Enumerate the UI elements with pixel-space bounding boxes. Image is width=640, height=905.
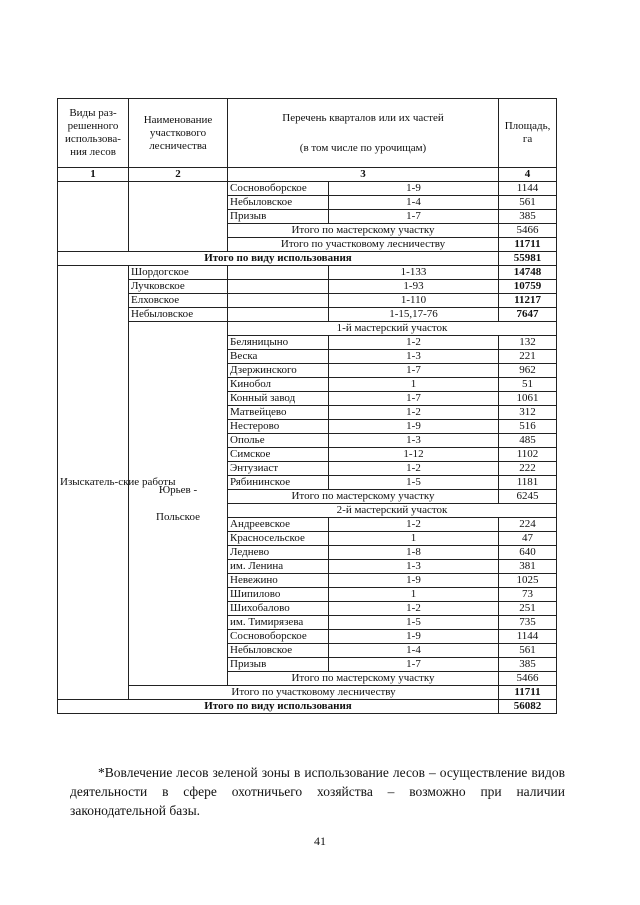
- area-value: 47: [499, 532, 557, 546]
- use-total-label: Итого по виду использования: [58, 700, 499, 714]
- page-number: 41: [314, 834, 326, 848]
- forestry-total-value: 11711: [499, 686, 557, 700]
- quarters: 1-5: [329, 476, 499, 490]
- forest-use-table: [57, 98, 557, 714]
- quarters: 1: [329, 378, 499, 392]
- table-row: [58, 182, 557, 196]
- area-value: 385: [499, 658, 557, 672]
- header-area: Площадь, га: [499, 99, 557, 168]
- column-number: 1: [58, 168, 129, 182]
- forestry-name: Лучковское: [129, 280, 228, 294]
- master-total-value: 5466: [499, 672, 557, 686]
- quarters: 1-110: [329, 294, 499, 308]
- area-value: 73: [499, 588, 557, 602]
- quarters: 1-9: [329, 420, 499, 434]
- area-value: 312: [499, 406, 557, 420]
- quarters: 1-4: [329, 196, 499, 210]
- quarters: 1-9: [329, 182, 499, 196]
- area-value: 381: [499, 560, 557, 574]
- use-total-row: [58, 252, 557, 266]
- area-value: 962: [499, 364, 557, 378]
- quarters: 1-8: [329, 546, 499, 560]
- tract-name: Сосновоборское: [228, 630, 329, 644]
- quarters: 1-15,17-76: [329, 308, 499, 322]
- tract-name: Леднево: [228, 546, 329, 560]
- tract-name: Матвейцево: [228, 406, 329, 420]
- quarters: 1-133: [329, 266, 499, 280]
- master-total-label: Итого по мастерскому участку: [228, 490, 499, 504]
- quarters: 1-2: [329, 462, 499, 476]
- area-value: 735: [499, 616, 557, 630]
- tract-name: Красносельское: [228, 532, 329, 546]
- quarters: 1-9: [329, 574, 499, 588]
- quarters: 1-3: [329, 560, 499, 574]
- table-row: [58, 266, 557, 280]
- tract-name: Конный завод: [228, 392, 329, 406]
- quarters: 1-7: [329, 658, 499, 672]
- area-value: 1181: [499, 476, 557, 490]
- quarters: 1-2: [329, 518, 499, 532]
- area-value: 561: [499, 644, 557, 658]
- area-value: 561: [499, 196, 557, 210]
- quarters: 1-2: [329, 336, 499, 350]
- quarters: 1-93: [329, 280, 499, 294]
- tract-name: Призыв: [228, 658, 329, 672]
- master-total-value: 5466: [499, 224, 557, 238]
- quarters: 1-3: [329, 350, 499, 364]
- area-value: 640: [499, 546, 557, 560]
- tract-name: Энтузиаст: [228, 462, 329, 476]
- tract-name: Нестерово: [228, 420, 329, 434]
- header-use-type: Виды раз-решенного использова-ния лесов: [58, 99, 129, 168]
- forestry-name: Небыловское: [129, 308, 228, 322]
- area-value: 516: [499, 420, 557, 434]
- quarters: 1-9: [329, 630, 499, 644]
- area-value: 14748: [499, 266, 557, 280]
- forestry-name-line: Польское: [156, 510, 200, 523]
- forestry-total-label: Итого по участковому лесничеству: [129, 686, 499, 700]
- master-total-value: 6245: [499, 490, 557, 504]
- master-section-label: 1-й мастерский участок: [228, 322, 557, 336]
- forestry-total-label: Итого по участковому лесничеству: [228, 238, 499, 252]
- header-quarters-note: (в том числе по урочищам): [299, 141, 427, 154]
- area-value: 51: [499, 378, 557, 392]
- use-total-label: Итого по виду использования: [58, 252, 499, 266]
- area-value: 221: [499, 350, 557, 364]
- tract-name: Шихобалово: [228, 602, 329, 616]
- tract-name: Веска: [228, 350, 329, 364]
- area-value: 7647: [499, 308, 557, 322]
- quarters: 1-2: [329, 602, 499, 616]
- master-total-label: Итого по мастерскому участку: [228, 672, 499, 686]
- empty-cell: [228, 266, 329, 280]
- tract-name: Дзержинского: [228, 364, 329, 378]
- tract-name: Рябининское: [228, 476, 329, 490]
- area-value: 11217: [499, 294, 557, 308]
- area-value: 1144: [499, 182, 557, 196]
- forestry-total-value: 11711: [499, 238, 557, 252]
- header-forestry-name: Наименование участкового лесничества: [129, 99, 228, 168]
- quarters: 1-7: [329, 210, 499, 224]
- master-total-label: Итого по мастерскому участку: [228, 224, 499, 238]
- empty-cell: [228, 308, 329, 322]
- column-number: 2: [129, 168, 228, 182]
- empty-cell: [228, 280, 329, 294]
- tract-name: Симское: [228, 448, 329, 462]
- quarters: 1-7: [329, 392, 499, 406]
- table-row: [58, 280, 557, 294]
- column-number: 3: [228, 168, 499, 182]
- quarters: 1-5: [329, 616, 499, 630]
- table-header-row: [58, 99, 557, 168]
- forestry-total-row: [58, 686, 557, 700]
- use-type-cell-empty: [58, 182, 129, 252]
- use-total-row: [58, 700, 557, 714]
- forestry-cell-empty: [129, 182, 228, 252]
- quarters: 1-7: [329, 364, 499, 378]
- area-value: 224: [499, 518, 557, 532]
- use-total-value: 55981: [499, 252, 557, 266]
- forestry-name-line: Юрьев -: [158, 483, 198, 496]
- tract-name: им. Тимирязева: [228, 616, 329, 630]
- tract-name: Небыловское: [228, 644, 329, 658]
- master-header-row: [58, 322, 557, 336]
- tract-name: Невежино: [228, 574, 329, 588]
- use-total-value: 56082: [499, 700, 557, 714]
- area-value: 1102: [499, 448, 557, 462]
- quarters: 1-2: [329, 406, 499, 420]
- area-value: 132: [499, 336, 557, 350]
- tract-name: Ополье: [228, 434, 329, 448]
- tract-name: Сосновоборское: [228, 182, 329, 196]
- table-row: [58, 308, 557, 322]
- tract-name: Призыв: [228, 210, 329, 224]
- quarters: 1-3: [329, 434, 499, 448]
- quarters: 1-12: [329, 448, 499, 462]
- tract-name: Кинобол: [228, 378, 329, 392]
- area-value: 1144: [499, 630, 557, 644]
- area-value: 222: [499, 462, 557, 476]
- tract-name: Шипилово: [228, 588, 329, 602]
- tract-name: Андреевское: [228, 518, 329, 532]
- quarters: 1-4: [329, 644, 499, 658]
- footnote: *Вовлечение лесов зеленой зоны в использование лесов – осуществление видов деятельности в сфере охотничьего хозяйства – возможно при наличии законодательной базы.: [70, 765, 565, 818]
- area-value: 485: [499, 434, 557, 448]
- master-section-label: 2-й мастерский участок: [228, 504, 557, 518]
- area-value: 10759: [499, 280, 557, 294]
- quarters: 1: [329, 532, 499, 546]
- forestry-name-yuryev-polskoye: [129, 322, 228, 686]
- header-quarters-title: Перечень кварталов или их частей: [282, 111, 444, 124]
- tract-name: им. Ленина: [228, 560, 329, 574]
- column-number-row: [58, 168, 557, 182]
- column-number: 4: [499, 168, 557, 182]
- area-value: 385: [499, 210, 557, 224]
- area-value: 251: [499, 602, 557, 616]
- header-quarters: [228, 99, 499, 168]
- forestry-name: Елховское: [129, 294, 228, 308]
- use-type-cell: Изыскатель-ские работы: [58, 266, 129, 700]
- quarters: 1: [329, 588, 499, 602]
- forestry-name: Шордогское: [129, 266, 228, 280]
- tract-name: Небыловское: [228, 196, 329, 210]
- table-row: [58, 294, 557, 308]
- tract-name: Беляницыно: [228, 336, 329, 350]
- empty-cell: [228, 294, 329, 308]
- area-value: 1061: [499, 392, 557, 406]
- area-value: 1025: [499, 574, 557, 588]
